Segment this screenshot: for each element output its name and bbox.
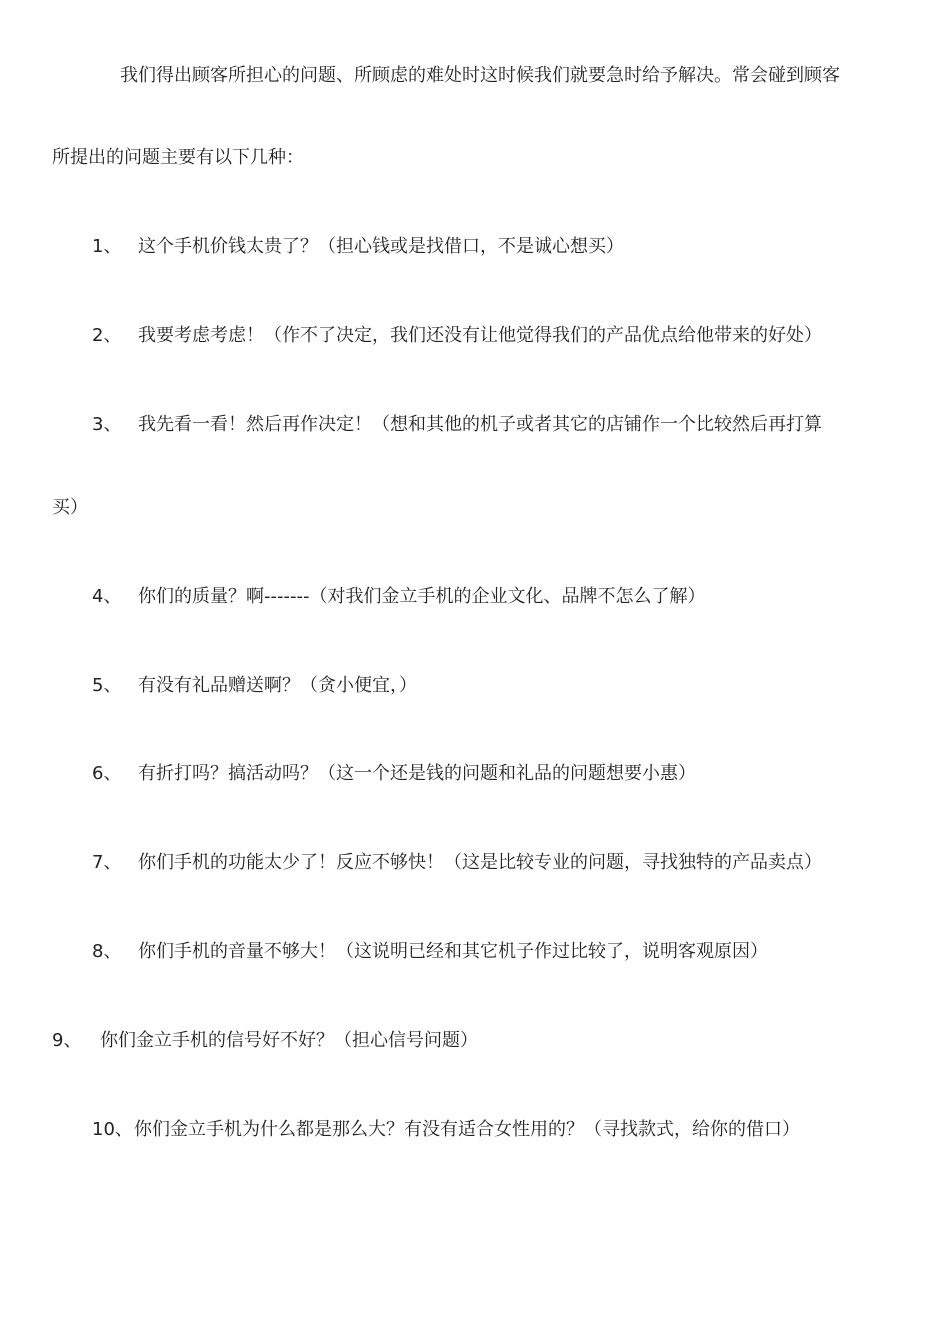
list-item-number: 6、	[92, 763, 122, 784]
list-item	[92, 585, 706, 609]
list-item-text: 有没有礼品赠送啊？（贪小便宜，）	[138, 675, 417, 696]
list-item	[52, 1029, 478, 1053]
list-item	[92, 851, 822, 875]
list-item-number: 2、	[92, 325, 122, 346]
list-item-text: 你们金立手机为什么都是那么大？有没有适合女性用的？（寻找款式，给你的借口）	[134, 1119, 800, 1140]
list-item-text: 你们的质量？啊-------（对我们金立手机的企业文化、品牌不怎么了解）	[138, 586, 706, 607]
list-item-number: 1、	[92, 236, 122, 257]
list-item	[92, 940, 768, 964]
list-item	[92, 1118, 800, 1142]
list-item-text: 这个手机价钱太贵了？（担心钱或是找借口，不是诚心想买）	[138, 236, 624, 257]
list-item	[92, 762, 696, 786]
list-item-text: 你们金立手机的信号好不好？（担心信号问题）	[100, 1030, 478, 1051]
list-item-text: 有折打吗？搞活动吗？（这一个还是钱的问题和礼品的问题想要小惠）	[138, 763, 696, 784]
list-item-number: 5、	[92, 675, 122, 696]
list-item	[92, 324, 822, 348]
list-item-text: 你们手机的功能太少了！反应不够快！（这是比较专业的问题，寻找独特的产品卖点）	[138, 852, 822, 873]
list-item-number: 10、	[92, 1119, 133, 1140]
list-item-text: 我先看一看！然后再作决定！（想和其他的机子或者其它的店铺作一个比较然后再打算	[138, 414, 822, 435]
list-item-number: 4、	[92, 586, 122, 607]
intro-line-1: 我们得出顾客所担心的问题、所顾虑的难处时这时候我们就要急时给予解决。常会碰到顾客	[120, 65, 840, 86]
list-item-continuation: 买）	[52, 497, 88, 518]
intro-line-2: 所提出的问题主要有以下几种：	[52, 147, 304, 168]
list-item-number: 8、	[92, 941, 122, 962]
list-item-number: 7、	[92, 852, 122, 873]
list-item-text: 我要考虑考虑！（作不了决定，我们还没有让他觉得我们的产品优点给他带来的好处）	[138, 325, 822, 346]
list-item-text: 你们手机的音量不够大！（这说明已经和其它机子作过比较了，说明客观原因）	[138, 941, 768, 962]
list-item	[92, 235, 624, 259]
list-item-number: 9、	[52, 1030, 82, 1051]
list-item	[92, 413, 822, 437]
list-item-number: 3、	[92, 414, 122, 435]
list-item	[92, 674, 417, 698]
